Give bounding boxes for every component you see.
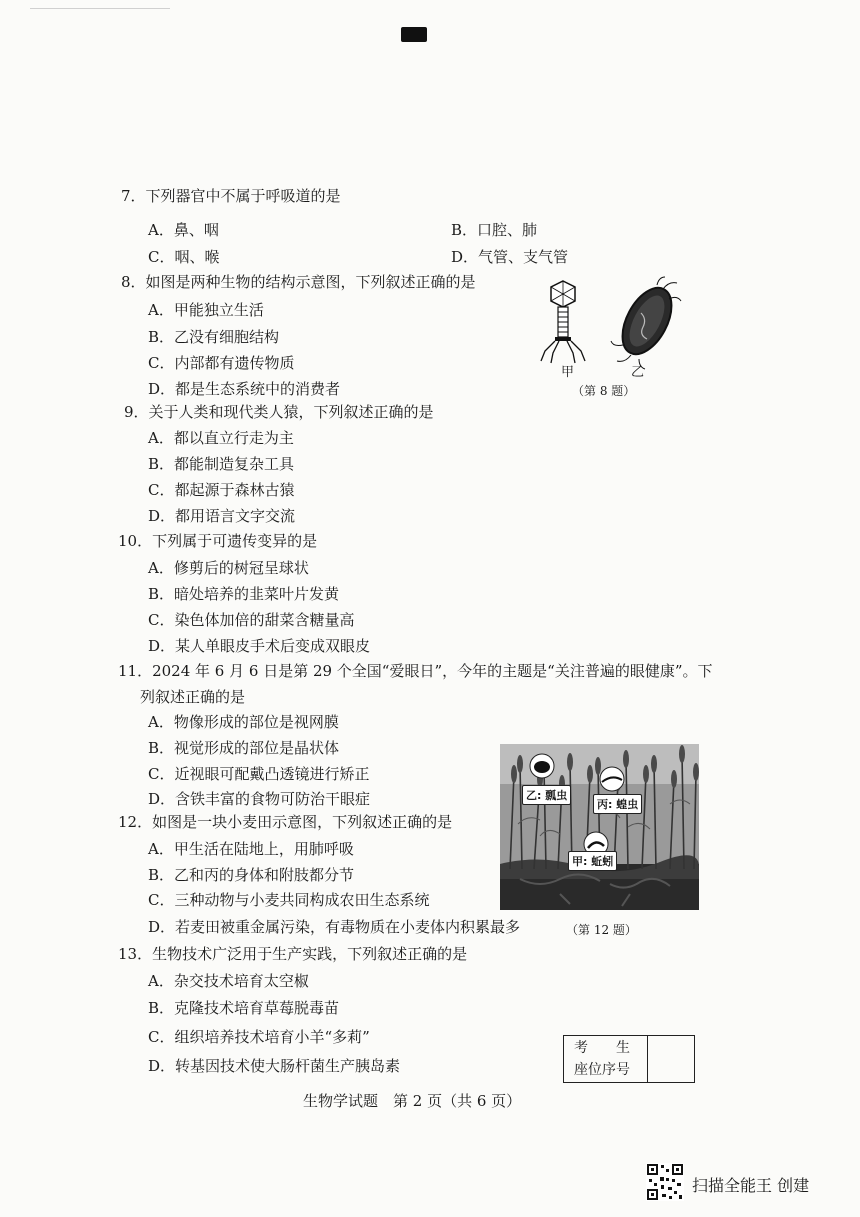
- seat-number-label: [564, 1036, 648, 1082]
- q10-option-c: C．染色体加倍的甜菜含糖量高: [148, 611, 355, 629]
- seat-number-field[interactable]: [648, 1036, 694, 1082]
- q8-figure: [535, 275, 685, 370]
- q8-caption: （第 8 题）: [572, 384, 636, 398]
- q10-option-b: B．暗处培养的韭菜叶片发黄: [148, 585, 340, 603]
- question-12-stem: 12．如图是一块小麦田示意图，下列叙述正确的是: [118, 813, 453, 831]
- q12-option-c: C．三种动物与小麦共同构成农田生态系统: [148, 891, 430, 909]
- q10-option-d: D．某人单眼皮手术后变成双眼皮: [148, 637, 371, 655]
- q8-label-yi: 乙: [631, 365, 645, 380]
- q7-option-a: A．鼻、咽: [148, 221, 219, 239]
- q8-label-jia: 甲: [561, 365, 575, 380]
- q12-label-ladybug: 乙: 瓢虫: [522, 785, 571, 805]
- question-11-stem-line1: 11．2024 年 6 月 6 日是第 29 个全国“爱眼日”，今年的主题是“关注普遍的眼健康”。下: [118, 662, 713, 680]
- bacteriophage-illustration: [541, 281, 585, 363]
- q8-option-d: D．都是生态系统中的消费者: [148, 380, 341, 398]
- black-marker: [401, 27, 427, 42]
- question-7-stem: 7．下列器官中不属于呼吸道的是: [121, 187, 341, 205]
- question-10-stem: 10．下列属于可遗传变异的是: [118, 532, 318, 550]
- qr-code-icon: [646, 1163, 684, 1201]
- bacterium-illustration: [611, 277, 682, 369]
- q9-option-c: C．都起源于森林古猿: [148, 481, 295, 499]
- q9-option-a: A．都以直立行走为主: [148, 429, 294, 447]
- q10-option-a: A．修剪后的树冠呈球状: [148, 559, 309, 577]
- q13-option-a: A．杂交技术培育太空椒: [148, 972, 309, 990]
- q8-option-c: C．内部都有遗传物质: [148, 354, 295, 372]
- q11-option-a: A．物像形成的部位是视网膜: [148, 713, 339, 731]
- q11-option-c: C．近视眼可配戴凸透镜进行矫正: [148, 765, 370, 783]
- q11-option-d: D．含铁丰富的食物可防治干眼症: [148, 790, 371, 808]
- q11-option-b: B．视觉形成的部位是晶状体: [148, 739, 340, 757]
- q12-option-d: D．若麦田被重金属污染，有毒物质在小麦体内积累最多: [148, 918, 521, 936]
- q7-option-d: D．气管、支气管: [451, 248, 569, 266]
- question-9-stem: 9．关于人类和现代类人猿，下列叙述正确的是: [124, 403, 434, 421]
- scan-edge-line: [30, 8, 170, 9]
- seat-label-line1: 考 生: [574, 1040, 630, 1056]
- seat-label-line2: 座位序号: [574, 1062, 630, 1078]
- q12-caption: （第 12 题）: [566, 923, 637, 937]
- q13-option-d: D．转基因技术使大肠杆菌生产胰岛素: [148, 1057, 401, 1075]
- q9-option-d: D．都用语言文字交流: [148, 507, 296, 525]
- seat-number-box: [563, 1035, 695, 1083]
- q8-option-a: A．甲能独立生活: [148, 301, 264, 319]
- q7-option-c: C．咽、喉: [148, 248, 220, 266]
- q12-option-b: B．乙和丙的身体和附肢都分节: [148, 866, 355, 884]
- question-13-stem: 13．生物技术广泛用于生产实践，下列叙述正确的是: [118, 945, 468, 963]
- wheat-field-illustration: [500, 744, 699, 910]
- question-11-stem-line2: 列叙述正确的是: [140, 688, 246, 706]
- page-footer: 生物学试题 第 2 页（共 6 页）: [303, 1092, 522, 1110]
- question-8-stem: 8．如图是两种生物的结构示意图，下列叙述正确的是: [121, 273, 476, 291]
- q13-option-b: B．克隆技术培育草莓脱毒苗: [148, 999, 340, 1017]
- q8-option-b: B．乙没有细胞结构: [148, 328, 280, 346]
- q12-label-locust: 丙: 蝗虫: [593, 794, 642, 814]
- q9-option-b: B．都能制造复杂工具: [148, 455, 295, 473]
- q13-option-c: C．组织培养技术培育小羊“多莉”: [148, 1028, 370, 1046]
- q12-label-earthworm: 甲: 蚯蚓: [568, 851, 617, 871]
- q7-option-b: B．口腔、肺: [451, 221, 538, 239]
- camscanner-watermark: 扫描全能王 创建: [692, 1176, 810, 1195]
- q12-figure: [500, 744, 699, 910]
- q12-option-a: A．甲生活在陆地上，用肺呼吸: [148, 840, 354, 858]
